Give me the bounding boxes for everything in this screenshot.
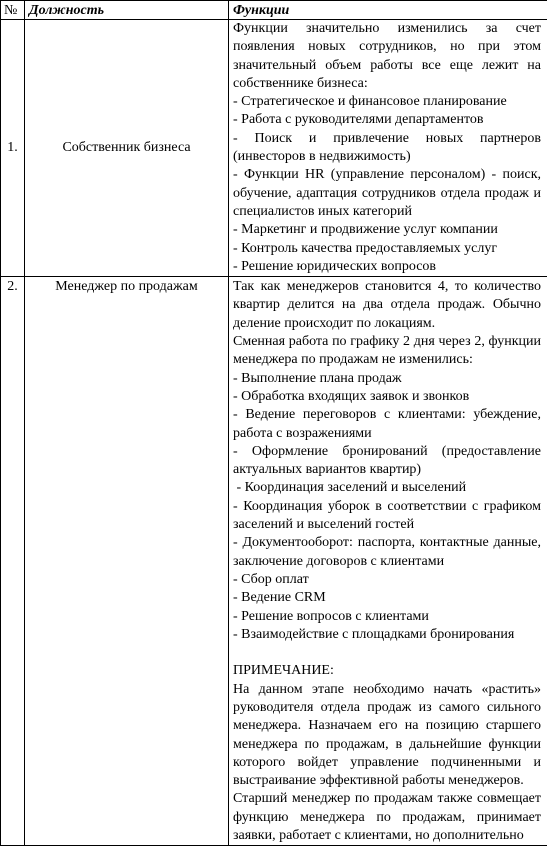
table-row (1, 277, 547, 846)
function-item: - Ведение CRM (233, 590, 326, 606)
function-item: - Ведение переговоров с клиентами: убеждение, работа с возражениями (233, 407, 541, 441)
row-position: Собственник бизнеса (25, 20, 229, 277)
functions-intro: Так как менеджеров становится 4, то количество квартир делится на два отдела продаж. Обычно деление происходит по локациям. (233, 279, 541, 331)
row-number: 1. (1, 20, 25, 277)
function-item: - Работа с руководителями департаментов (233, 112, 484, 128)
function-item: - Контроль качества предоставляемых услуг (233, 240, 498, 256)
function-item: - Стратегическое и финансовое планирование (233, 94, 507, 110)
header-row (1, 1, 547, 20)
table-row (1, 20, 547, 277)
row-functions (229, 20, 547, 277)
note-paragraph: Старший менеджер по продажам также совмещает функцию менеджера по продажам, принимает заявки, работает с клиентами, но дополнительно (233, 791, 541, 844)
header-functions: Функции (229, 1, 547, 20)
header-position: Должность (25, 1, 229, 20)
row-functions (229, 277, 547, 846)
row-number: 2. (1, 277, 25, 846)
function-item: - Взаимодействие с площадками бронирования (233, 626, 515, 642)
function-item: - Координация заселений и выселений (233, 480, 467, 496)
function-item: - Маркетинг и продвижение услуг компании (233, 222, 498, 238)
note-title: ПРИМЕЧАНИЕ: (233, 663, 334, 679)
header-number: № (1, 1, 25, 20)
function-item: - Выполнение плана продаж (233, 370, 402, 386)
functions-intro-2: Сменная работа по графику 2 дня через 2, функции менеджера по продажам не изменились: (233, 334, 541, 368)
functions-intro: Функции значительно изменились за счет появления новых сотрудников, но при этом значительный объем работы все еще лежит на собственнике бизнеса: (233, 21, 541, 91)
note-paragraph: На данном этапе необходимо начать «растить» руководителя отдела продаж из самого сильного менеджера. Назначаем его на позицию старшего менеджера по продажам, в дальнейшие функции которого войдет управление подчиненными и выстраивание эффективной работы менеджеров. (233, 681, 541, 789)
blank-line (233, 644, 541, 662)
function-item: - Поиск и привлечение новых партнеров (инвесторов в недвижимость) (233, 130, 541, 165)
function-item: - Решение вопросов с клиентами (233, 608, 429, 624)
function-item: - Функции HR (управление персоналом) - поиск, обучение, адаптация сотрудников отдела продаж и специалистов иных категорий (233, 167, 541, 219)
function-item: - Координация уборок в соответствии с графиком заселений и выселений гостей (233, 498, 541, 533)
function-item: - Решение юридических вопросов (233, 258, 437, 274)
function-item: - Документооборот: паспорта, контактные данные, заключение договоров с клиентами (233, 535, 541, 569)
function-item: - Оформление бронирований (предоставление актуальных вариантов квартир) (233, 443, 541, 478)
function-item: - Сбор оплат (233, 571, 309, 587)
function-item: - Обработка входящих заявок и звонков (233, 388, 470, 404)
row-position: Менеджер по продажам (25, 277, 229, 846)
